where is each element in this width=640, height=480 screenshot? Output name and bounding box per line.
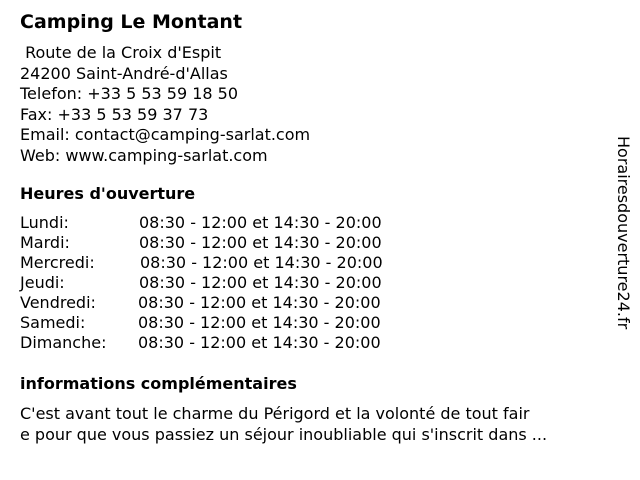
opening-hours-table [20,213,440,353]
description-line: C'est avant tout le charme du Périgord et la volonté de tout fair [20,404,530,423]
hours-row-tuesday [20,233,440,253]
additional-info-heading: informations complémentaires [20,374,297,393]
website-address: Web: www.camping-sarlat.com [20,145,268,165]
site-watermark: Horairesdouverture24.fr [614,136,633,330]
time-range: 08:30 - 12:00 et 14:30 - 20:00 [138,293,381,312]
contact-block [20,43,310,166]
hours-row-thursday [20,273,440,293]
time-range: 08:30 - 12:00 et 14:30 - 20:00 [139,273,382,292]
time-range: 08:30 - 12:00 et 14:30 - 20:00 [139,233,382,252]
day-label: Samedi: [20,313,86,332]
opening-hours-heading: Heures d'ouverture [20,184,196,203]
time-range: 08:30 - 12:00 et 14:30 - 20:00 [138,313,381,332]
hours-row-friday [20,293,440,313]
description-text [20,404,547,445]
day-label: Dimanche: [20,333,107,352]
hours-row-monday [20,213,440,233]
time-range: 08:30 - 12:00 et 14:30 - 20:00 [138,333,381,352]
phone-number: Telefon: +33 5 53 59 18 50 [20,84,239,103]
description-line: e pour que vous passiez un séjour inoubliable qui s'inscrit dans ... [20,424,548,444]
day-label: Mardi: [20,233,70,252]
time-range: 08:30 - 12:00 et 14:30 - 20:00 [139,213,382,232]
day-label: Lundi: [20,213,69,232]
address-city: 24200 Saint-André-d'Allas [20,63,228,83]
day-label: Mercredi: [20,253,95,272]
hours-row-wednesday [20,253,440,273]
fax-number: Fax: +33 5 53 59 37 73 [20,104,209,124]
time-range: 08:30 - 12:00 et 14:30 - 20:00 [140,253,383,272]
email-address: Email: contact@camping-sarlat.com [20,125,311,144]
address-street: Route de la Croix d'Espit [20,43,222,62]
hours-row-saturday [20,313,440,333]
hours-row-sunday [20,333,440,353]
business-name: Camping Le Montant [20,11,243,33]
day-label: Vendredi: [20,293,96,312]
day-label: Jeudi: [20,273,65,292]
